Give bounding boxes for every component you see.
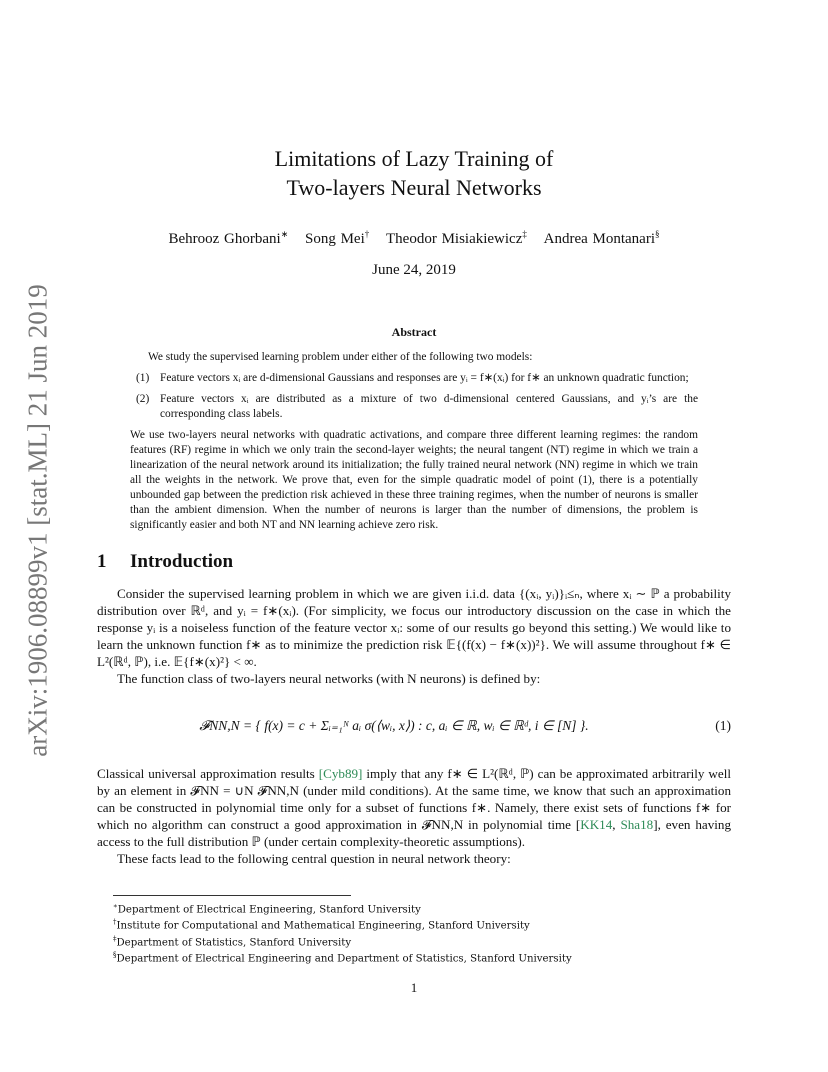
paragraph: Consider the supervised learning problem in which we are given i.i.d. data {(xᵢ, yᵢ)}ᵢ≤ₙ, where xᵢ ∼ ℙ a probability distribution over ℝᵈ, and yᵢ = f∗(xᵢ). (For simplicity, we focus our introductory discussion on the case in which the response yᵢ is a noiseless function of the feature vector xᵢ: some of our results go beyond this setting.) We would like to learn the unknown function f∗ as to minimize the prediction risk 𝔼{(f(x) − f∗(x))²}. We will assume throughout f∗ ∈ L²(ℝᵈ, ℙ), i.e. 𝔼{f∗(x)²} < ∞. — [97, 586, 731, 669]
paragraph: Classical universal approximation results [Cyb89] imply that any f∗ ∈ L²(ℝᵈ, ℙ) can be approximated arbitrarily well by an element in 𝓕NN = ∪N 𝓕NN,N (under mild conditions). At the same time, we know that such an approximation can be constructed in polynomial time only for a subset of functions f∗. Namely, there exist sets of functions f∗ for which no algorithm can construct a good approximation in 𝓕NN,N in polynomial time [KK14, Sha18], even having access to the full distribution ℙ (under certain complexity-theoretic assumptions). — [97, 766, 732, 849]
author: Song Mei† — [304, 229, 370, 247]
abstract-intro: We study the supervised learning problem under either of the following two models: — [148, 351, 533, 363]
footnote: ‡Department of Statistics, Stanford University — [113, 934, 352, 949]
paper-page — [97, 140, 731, 867]
author: Andrea Montanari§ — [543, 229, 660, 247]
list-number: (2) — [136, 393, 150, 405]
abstract-body: We use two-layers neural networks with quadratic activations, and compare three different learning regimes: the random features (RF) regime in which we only train the second-layer weights; the neural tangent (NT) regime in which we train a linearization of the neural network around its initialization; the fully trained neural network (NN) regime in which we train all the weights in the network. We prove that, even for the simple quadratic model of point (1), there is a potentially unbounded gap between the prediction risk achieved in these three training regimes, when the number of neurons is smaller than the ambient dimension. When the number of neurons is larger than the number of dimensions, the problem is significantly easier and both NT and NN learning achieve zero risk. — [130, 429, 698, 531]
list-item — [136, 371, 698, 386]
section-heading — [97, 551, 731, 573]
footnote: ∗Department of Electrical Engineering, Stanford University — [113, 902, 421, 916]
author-list — [97, 229, 731, 248]
page-number: 1 — [410, 980, 418, 995]
title-line-1: Limitations of Lazy Training of — [274, 146, 554, 171]
section-number: 1 — [97, 551, 107, 572]
paper-title — [97, 144, 731, 202]
arxiv-sidebar — [18, 283, 58, 757]
list-item — [136, 392, 698, 422]
footnote-divider — [113, 895, 351, 896]
abstract — [130, 350, 698, 533]
citation-link[interactable]: KK14 — [580, 817, 613, 832]
title-line-2: Two-layers Neural Networks — [286, 175, 542, 200]
citation-link[interactable]: [Cyb89] — [318, 766, 363, 781]
author: Behrooz Ghorbani∗ — [168, 229, 289, 247]
abstract-heading: Abstract — [391, 325, 437, 339]
model-list — [130, 371, 698, 422]
publication-date: June 24, 2019 — [372, 262, 456, 278]
equation-number: (1) — [715, 718, 731, 733]
citation-link[interactable]: Sha18 — [620, 817, 654, 832]
arxiv-identifier: arXiv:1906.08899v1 [stat.ML] 21 Jun 2019 — [22, 283, 53, 757]
list-number: (1) — [136, 372, 150, 384]
list-text: Feature vectors xᵢ are distributed as a mixture of two d-dimensional centered Gaussians, and yᵢ’s are the corresponding class labels. — [160, 393, 698, 420]
equation-body: 𝓕NN,N = { f(x) = c + Σᵢ₌₁ᴺ aᵢ σ(⟨wᵢ, x⟩) : c, aᵢ ∈ ℝ, wᵢ ∈ ℝᵈ, i ∈ [N] }. — [199, 718, 589, 733]
section-title: Introduction — [130, 551, 234, 572]
paragraph: The function class of two-layers neural networks (with N neurons) is defined by: — [117, 671, 541, 686]
footnotes — [113, 895, 733, 966]
introduction-body — [97, 585, 731, 867]
footnote: §Department of Electrical Engineering and Department of Statistics, Stanford University — [113, 951, 572, 965]
list-text: Feature vectors xᵢ are d-dimensional Gaussians and responses are yᵢ = f∗(xᵢ) for f∗ an unknown quadratic function; — [160, 372, 689, 384]
equation-1 — [97, 701, 731, 751]
paragraph: These facts lead to the following central question in neural network theory: — [117, 851, 511, 866]
footnote: †Institute for Computational and Mathematical Engineering, Stanford University — [113, 918, 530, 932]
author: Theodor Misiakiewicz‡ — [386, 229, 527, 247]
